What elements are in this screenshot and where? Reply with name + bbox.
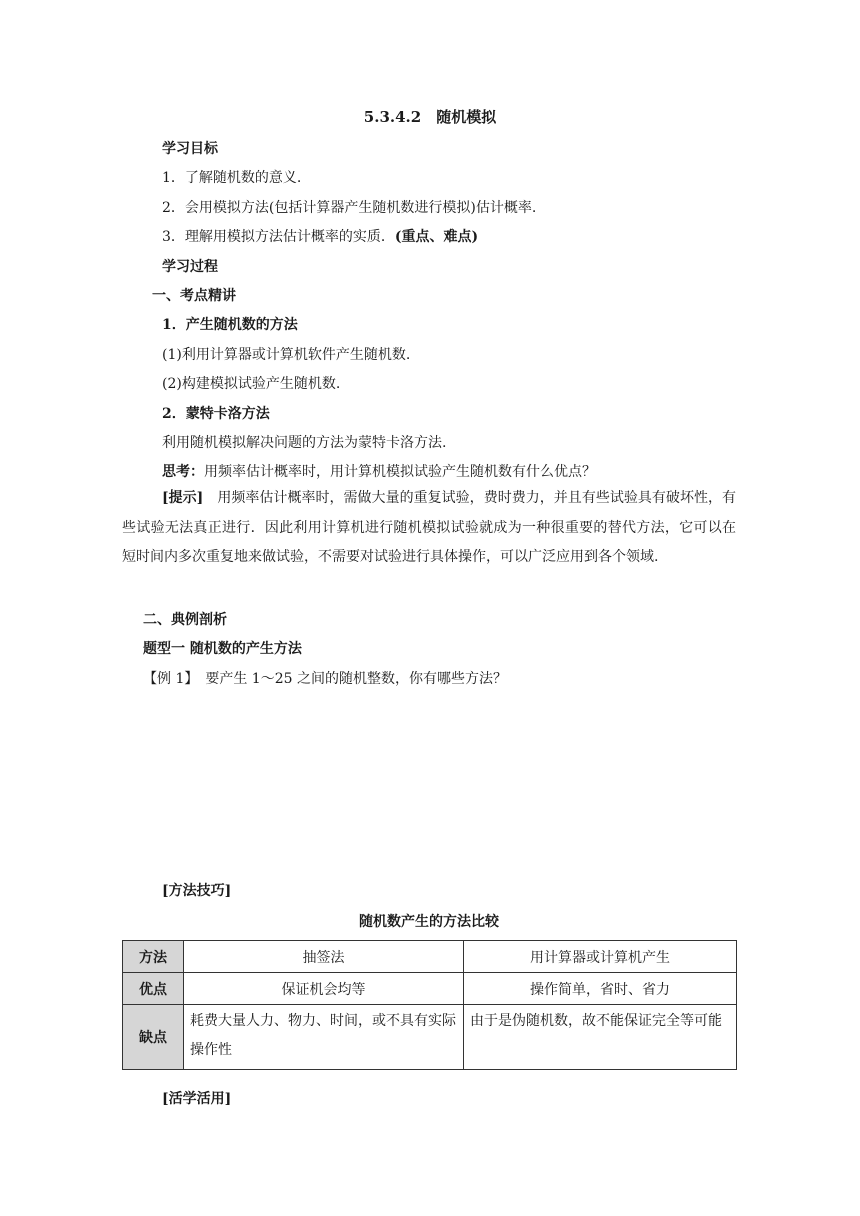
method-tips-label: [方法技巧] [162, 883, 232, 899]
example1 [143, 669, 507, 689]
table-cell: 由于是伪随机数，故不能保证完全等可能 [464, 1005, 737, 1070]
comparison-table [122, 940, 737, 1070]
goal-item: 2．会用模拟方法(包括计算器产生随机数进行模拟)估计概率. [162, 200, 537, 216]
table-row-label: 缺点 [123, 1005, 184, 1070]
table-row [123, 1005, 737, 1070]
hint-text: 用频率估计概率时，需做大量的重复试验，费时费力，并且有些试验具有破坏性，有些试验无法真正进行．因此利用计算机进行随机模拟试验就成为一种很重要的替代方法，它可以在短时间内多次重复地来做试验，不需要对试验进行具体操作，可以广泛应用到各个领域. [122, 490, 737, 565]
section2-heading: 二、典例剖析 [143, 612, 227, 628]
topic2-heading: 2．蒙特卡洛方法 [162, 406, 270, 422]
think-text: 用频率估计概率时，用计算机模拟试验产生随机数有什么优点？ [204, 464, 596, 480]
table-header-cell: 用计算器或计算机产生 [464, 941, 737, 973]
think-label: 思考： [162, 464, 204, 480]
process-heading: 学习过程 [162, 259, 218, 275]
goal-item-text: 3．理解用模拟方法估计概率的实质． [162, 229, 395, 245]
table-header-cell: 抽签法 [184, 941, 464, 973]
topic1-item: (2)构建模拟试验产生随机数. [162, 376, 341, 392]
table-cell: 耗费大量人力、物力、时间，或不具有实际操作性 [184, 1005, 464, 1070]
table-row-label: 优点 [123, 973, 184, 1005]
hint-paragraph [122, 484, 736, 573]
table-header-row [123, 941, 737, 973]
goal-item: 1．了解随机数的意义. [162, 170, 302, 186]
topic1-heading: 1．产生随机数的方法 [162, 317, 298, 333]
hint-label: [提示] [162, 490, 204, 506]
type1-heading: 题型一 随机数的产生方法 [143, 641, 302, 657]
apply-label: [活学活用] [162, 1091, 232, 1107]
example1-label: 【例 1】 [143, 671, 192, 687]
table-header-cell: 方法 [123, 941, 184, 973]
goals-heading: 学习目标 [162, 141, 218, 157]
table-cell: 保证机会均等 [184, 973, 464, 1005]
page-title: 5.3.4.2 随机模拟 [363, 108, 497, 126]
topic2-text: 利用随机模拟解决问题的方法为蒙特卡洛方法. [162, 435, 447, 451]
goal-item [162, 227, 478, 247]
example1-text: 要产生 1～25 之间的随机整数，你有哪些方法？ [191, 671, 507, 687]
table-row [123, 973, 737, 1005]
think-question [162, 462, 596, 482]
table-cell: 操作简单，省时、省力 [464, 973, 737, 1005]
table-caption: 随机数产生的方法比较 [359, 914, 499, 930]
section1-heading: 一、考点精讲 [152, 288, 236, 304]
goal-emphasis: (重点、难点) [394, 229, 479, 245]
topic1-item: (1)利用计算器或计算机软件产生随机数. [162, 347, 411, 363]
